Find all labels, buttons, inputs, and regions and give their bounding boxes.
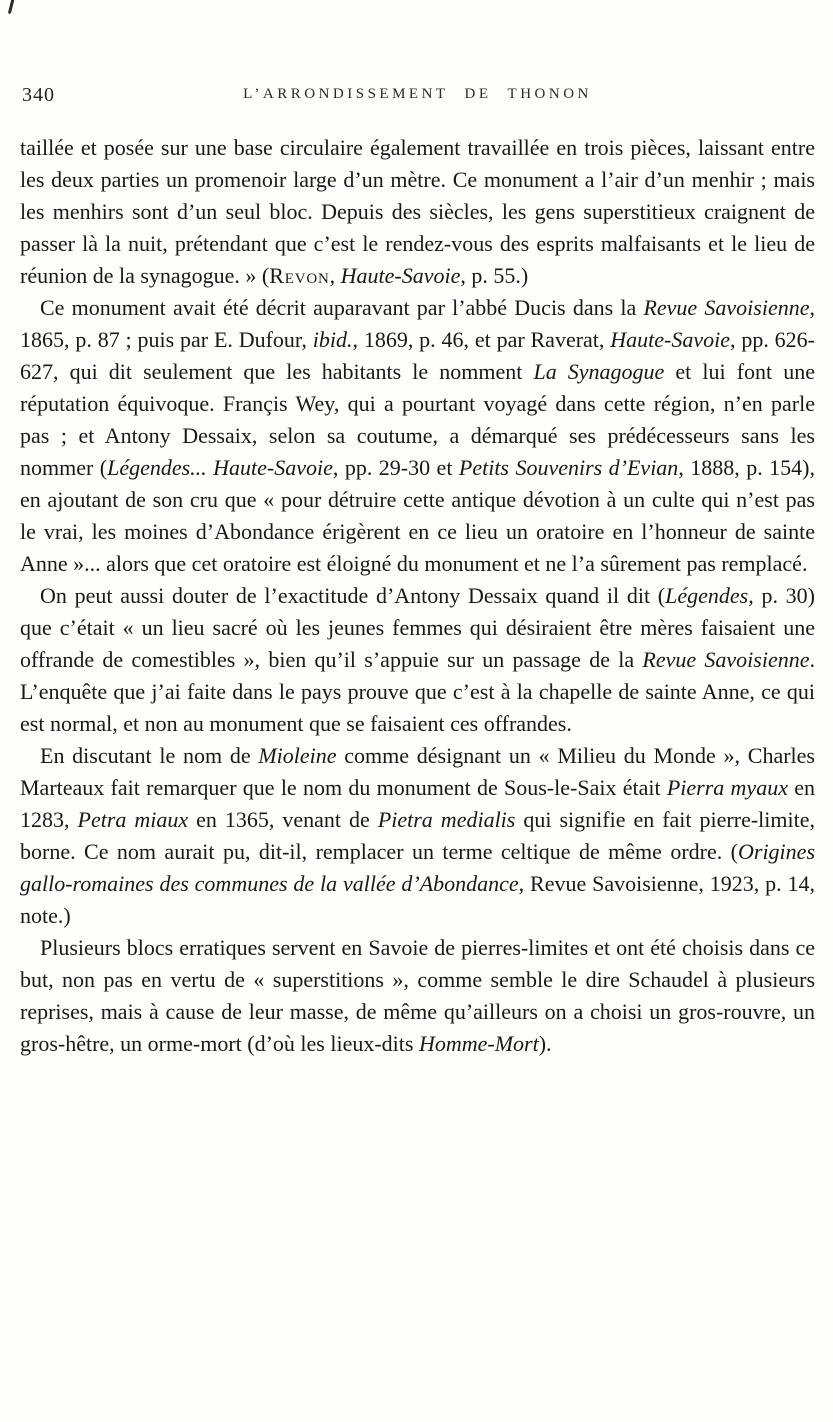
- text-segment: ,: [329, 263, 341, 288]
- text-segment-italic: Mioleine: [258, 743, 337, 768]
- text-segment: , pp. 29-30 et: [332, 455, 459, 480]
- text-segment-italic: Pietra medialis: [377, 807, 516, 832]
- paragraph: [20, 292, 815, 580]
- text-segment: en 1283,: [20, 775, 815, 832]
- text-segment-italic: Légendes... Haute-Savoie: [107, 455, 333, 480]
- scan-artifact: [8, 0, 15, 14]
- text-segment-italic: Pierra myaux: [666, 775, 788, 800]
- text-segment-italic: Revue Savoisienne: [642, 647, 810, 672]
- text-segment: taillée et posée sur une base circulaire également travaillée en trois pièces, laissant entre les deux parties un promenoir large d’un mètre. Ce monument a l’air d’un menhir ; mais les menhirs sont d’un seul bloc. Depuis des siècles, les gens superstitieux craignent de passer là la nuit, prétendant que c’est le rendez-vous des esprits malfaisants et le lieu de réunion de la synagogue. » (: [20, 135, 815, 288]
- text-body: [20, 132, 815, 1060]
- text-segment-italic: Haute-Savoie: [340, 263, 461, 288]
- text-segment-italic: Légendes: [665, 583, 749, 608]
- text-segment: On peut aussi douter de l’exactitude d’Antony Dessaix quand il dit (: [40, 583, 666, 608]
- text-segment-smallcaps: Revon: [269, 263, 330, 288]
- text-segment-italic: Origines gallo-romaines des communes de la vallée d’Abondance: [20, 839, 815, 896]
- text-segment-italic: ibid.: [312, 327, 353, 352]
- text-segment: , 1888, p. 154), en ajoutant de son cru que « pour détruire cette antique dévotion à un culte qui n’est pas le vrai, les moines d’Abondance érigèrent en ce lieu un oratoire en l’honneur de sainte Anne »... alors que cet oratoire est éloigné du monument et ne l’a sûrement pas remplacé.: [20, 455, 815, 576]
- paragraph: [20, 740, 815, 932]
- text-segment: , p. 30) que c’était « un lieu sacré où les jeunes femmes qui désiraient être mères faisaient une offrande de comestibles », bien qu’il s’appuie sur un passage de la: [20, 583, 816, 672]
- text-segment: , p. 55.): [460, 263, 529, 288]
- text-segment: , Revue Savoisienne, 1923, p. 14, note.): [20, 871, 815, 928]
- text-segment-italic: Haute-Savoie: [610, 327, 730, 352]
- text-segment: et lui font une réputation équivoque. Françis Wey, qui a pourtant voyagé dans cette région, n’en parle pas ; et Antony Dessaix, selon sa coutume, a démarqué ses prédécesseurs sans les nommer (: [20, 359, 815, 480]
- text-segment: Ce monument avait été décrit auparavant par l’abbé Ducis dans la: [40, 295, 644, 320]
- text-segment: comme désignant un « Milieu du Monde », Charles Marteaux fait remarquer que le nom du monument de Sous-le-Saix était: [20, 743, 815, 800]
- text-segment: , 1865, p. 87 ; puis par E. Dufour,: [20, 295, 815, 352]
- text-segment-italic: Revue Savoisienne: [643, 295, 810, 320]
- text-segment-italic: Petits Souvenirs d’Evian: [458, 455, 679, 480]
- paragraph: [20, 580, 815, 740]
- page-number: 340: [22, 84, 55, 106]
- paragraph: [20, 932, 815, 1060]
- running-title: L’ARRONDISSEMENT DE THONON: [243, 86, 592, 102]
- text-segment: . L’enquête que j’ai faite dans le pays prouve que c’est à la chapelle de sainte Anne, ce qui est normal, et non au monument que se faisaient ces offrandes.: [20, 647, 815, 736]
- text-segment-italic: Homme-Mort: [418, 1031, 539, 1056]
- text-segment: , pp. 626-627, qui dit seulement que les habitants le nomment: [20, 327, 815, 384]
- text-segment: En discutant le nom de: [40, 743, 259, 768]
- text-segment: en 1365, venant de: [188, 807, 378, 832]
- paragraph: [20, 132, 815, 292]
- text-segment-italic: Petra miaux: [77, 807, 189, 832]
- text-segment: , 1869, p. 46, et par Raverat,: [352, 327, 611, 352]
- running-header: [20, 84, 815, 110]
- text-segment: ).: [538, 1031, 552, 1056]
- text-segment-italic: La Synagogue: [533, 359, 665, 384]
- text-segment: Plusieurs blocs erratiques servent en Savoie de pierres-limites et ont été choisis dans ce but, non pas en vertu de « superstitions », comme semble le dire Schaudel à plusieurs reprises, mais à cause de leur masse, de même qu’ailleurs on a choisi un gros-rouvre, un gros-hêtre, un orme-mort (d’où les lieux-dits: [20, 935, 815, 1056]
- text-segment: qui signifie en fait pierre-limite, borne. Ce nom aurait pu, dit-il, remplacer un terme celtique de même ordre. (: [20, 807, 815, 864]
